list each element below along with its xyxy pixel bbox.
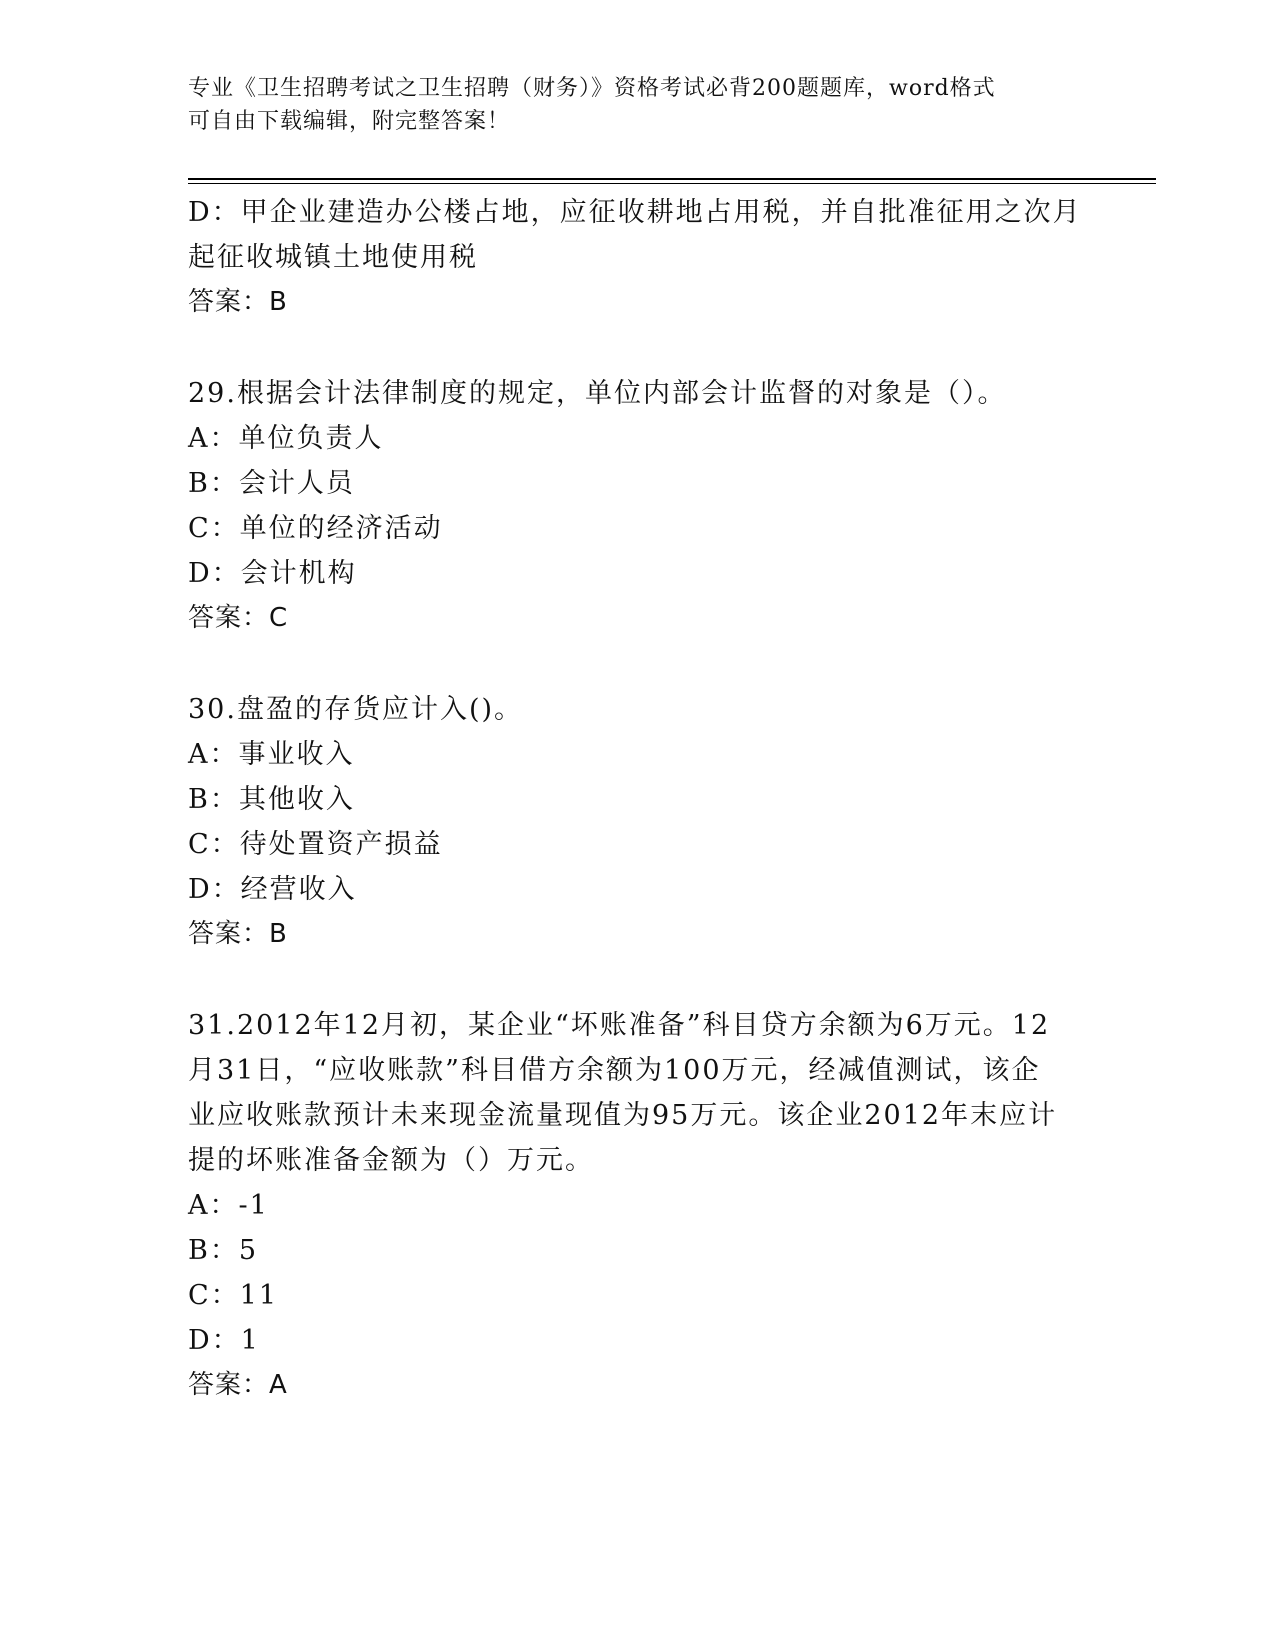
- question-stem-line-4: 提的坏账准备金额为（）万元。: [188, 1145, 594, 1176]
- question-31: [188, 1003, 1078, 1408]
- question-29: [188, 371, 1078, 641]
- header-divider-thin: [188, 183, 1156, 184]
- question-30: [188, 687, 1078, 957]
- answer-line: 答案：A: [188, 1370, 288, 1400]
- spacer: [188, 641, 1078, 687]
- option-d: D：1: [188, 1325, 260, 1356]
- question-content: [188, 190, 1082, 1408]
- answer-line: 答案：B: [188, 919, 288, 949]
- prev-question-tail: [188, 190, 1082, 325]
- option-d: D：经营收入: [188, 874, 357, 905]
- option-c: C：11: [188, 1280, 279, 1311]
- question-stem-line-1: 31.2012年12月初，某企业“坏账准备”科目贷方余额为6万元。12: [188, 1010, 1051, 1041]
- header-line-1: 专业《卫生招聘考试之卫生招聘（财务）》资格考试必背200题题库，word格式: [188, 76, 996, 101]
- header-line-2: 可自由下载编辑，附完整答案！: [188, 109, 511, 134]
- spacer: [188, 325, 1078, 371]
- option-a: A：事业收入: [188, 739, 355, 770]
- question-stem: 30.盘盈的存货应计入()。: [188, 694, 524, 725]
- option-b: B：会计人员: [188, 468, 355, 499]
- spacer: [188, 957, 1078, 1003]
- option-d-line-1: D：甲企业建造办公楼占地，应征收耕地占用税，并自批准征用之次月: [188, 197, 1082, 228]
- option-d: D：会计机构: [188, 558, 357, 589]
- question-stem-line-3: 业应收账款预计未来现金流量现值为95万元。该企业2012年末应计: [188, 1100, 1058, 1131]
- answer-line: 答案：C: [188, 603, 289, 633]
- option-c: C：单位的经济活动: [188, 513, 443, 544]
- option-b: B：5: [188, 1235, 259, 1266]
- question-stem-line-2: 月31日，“应收账款”科目借方余额为100万元，经减值测试，该企: [188, 1055, 1041, 1086]
- page-header: [188, 72, 1068, 138]
- option-d-line-2: 起征收城镇土地使用税: [188, 242, 478, 273]
- header-divider-thick: [188, 178, 1156, 180]
- answer-line: 答案：B: [188, 287, 288, 317]
- option-a: A：-1: [188, 1190, 269, 1221]
- question-stem: 29.根据会计法律制度的规定，单位内部会计监督的对象是（）。: [188, 378, 1007, 409]
- option-a: A：单位负责人: [188, 423, 384, 454]
- option-b: B：其他收入: [188, 784, 355, 815]
- option-c: C：待处置资产损益: [188, 829, 443, 860]
